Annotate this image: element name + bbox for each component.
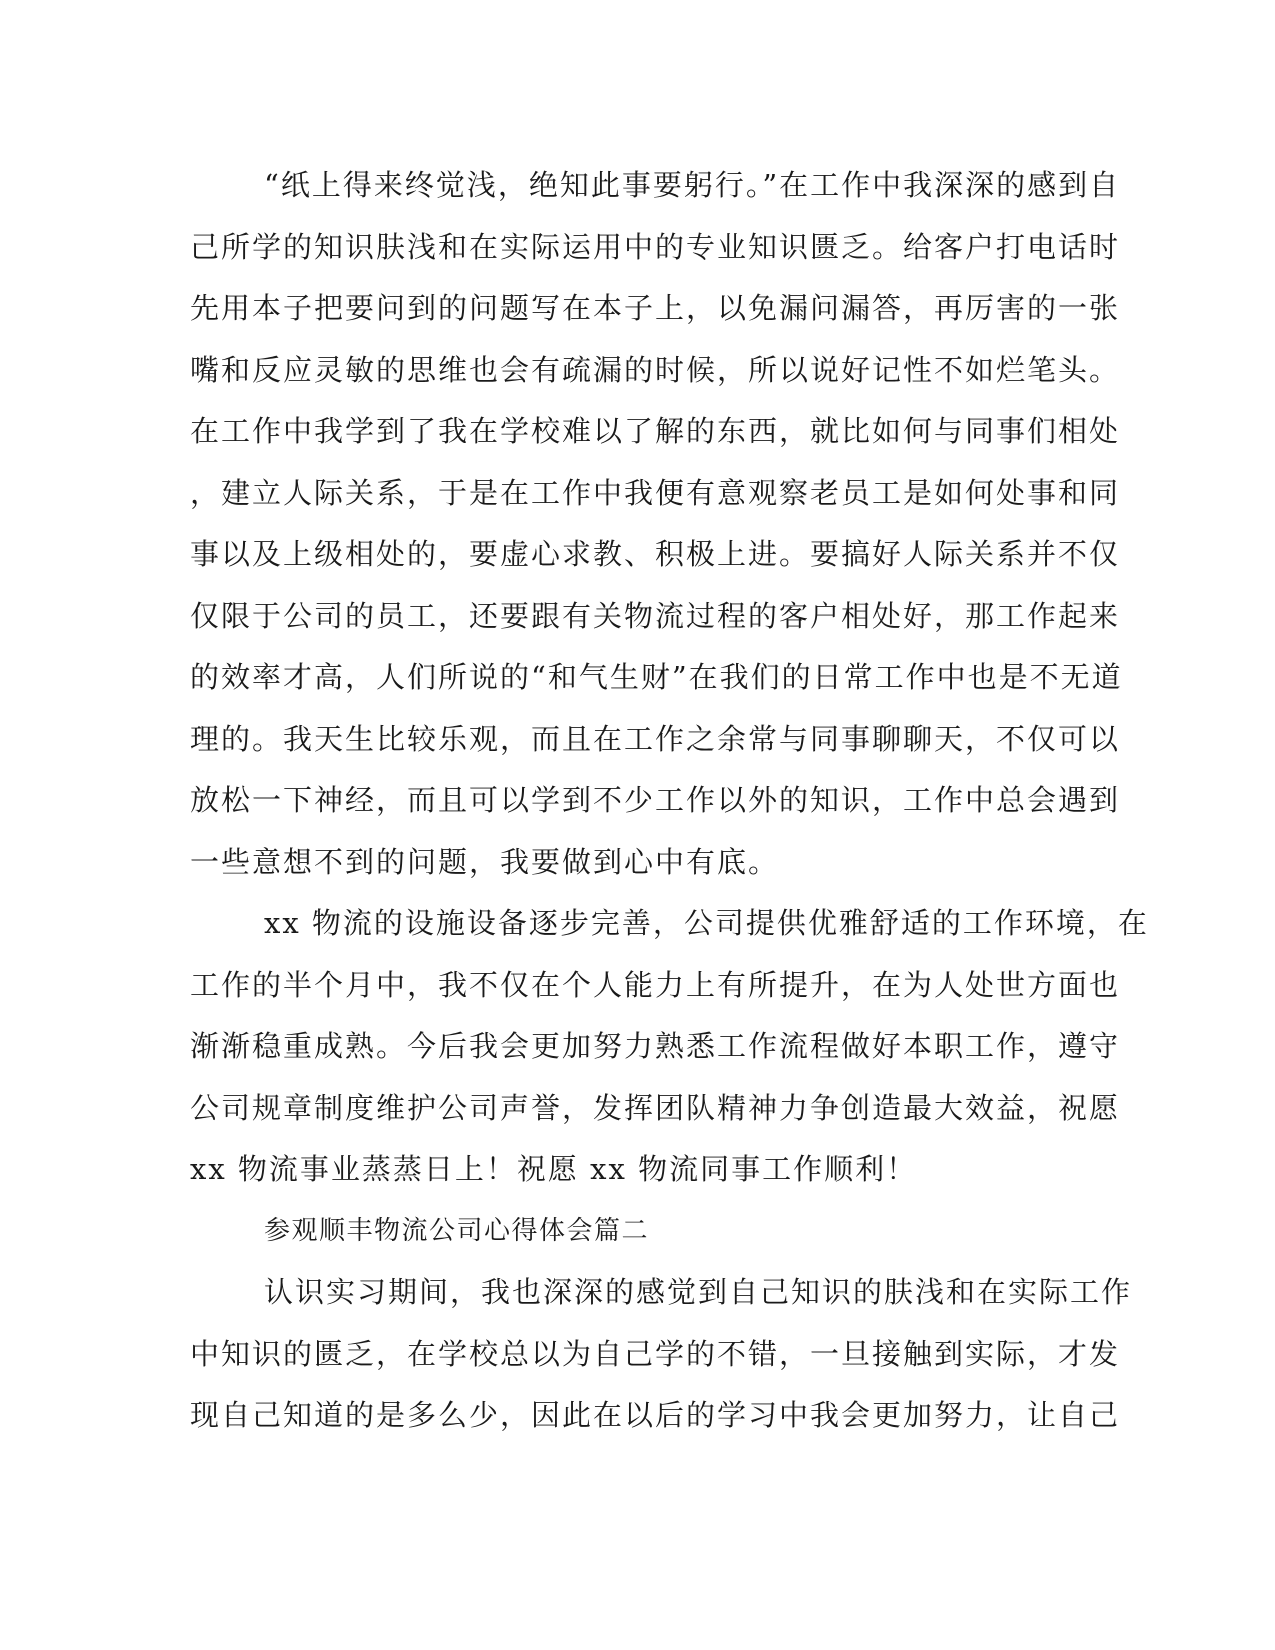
paragraph-line: 先用本子把要问到的问题写在本子上，以免漏问漏答，再厉害的一张 (190, 291, 1121, 325)
paragraph-line: 嘴和反应灵敏的思维也会有疏漏的时候，所以说好记性不如烂笔头。 (190, 352, 1121, 387)
paragraph-line: 渐渐稳重成熟。今后我会更加努力熟悉工作流程做好本职工作，遵守 (190, 1029, 1121, 1063)
paragraph-line: 理的。我天生比较乐观，而且在工作之余常与同事聊聊天，不仅可以 (190, 721, 1121, 756)
paragraph-line: “纸上得来终觉浅，绝知此事要躬行。”在工作中我深深的感到自 (264, 168, 1121, 202)
paragraph-line: 事以及上级相处的，要虚心求教、积极上进。要搞好人际关系并不仅 (190, 537, 1121, 571)
paragraph-line: 工作的半个月中，我不仅在个人能力上有所提升，在为人处世方面也 (190, 967, 1121, 1002)
paragraph-3 (190, 1262, 1133, 1447)
paragraph-line: 的效率才高，人们所说的“和气生财”在我们的日常工作中也是不无道 (190, 660, 1123, 694)
paragraph-line: 放松一下神经，而且可以学到不少工作以外的知识，工作中总会遇到 (190, 783, 1121, 817)
paragraph-line: 现自己知道的是多么少，因此在以后的学习中我会更加努力，让自己 (190, 1398, 1121, 1432)
document-body (190, 155, 1149, 1447)
paragraph-line: 公司规章制度维护公司声誉，发挥团队精神力争创造最大效益，祝愿 (190, 1090, 1121, 1125)
paragraph-line: 一些意想不到的问题，我要做到心中有底。 (190, 844, 780, 879)
paragraph-2 (190, 893, 1149, 1201)
paragraph-line: 仅限于公司的员工，还要跟有关物流过程的客户相处好，那工作起来 (190, 598, 1121, 633)
paragraph-line: xx 物流事业蒸蒸日上！祝愿 xx 物流同事工作顺利！ (190, 1152, 918, 1186)
paragraph-1 (190, 155, 1123, 893)
paragraph-line: 己所学的知识肤浅和在实际运用中的专业知识匮乏。给客户打电话时 (190, 229, 1121, 264)
section-heading: 参观顺丰物流公司心得体会篇二 (264, 1215, 650, 1246)
paragraph-line: 中知识的匮乏，在学校总以为自己学的不错，一旦接触到实际，才发 (190, 1336, 1121, 1371)
paragraph-line: xx 物流的设施设备逐步完善，公司提供优雅舒适的工作环境，在 (264, 906, 1149, 940)
paragraph-line: 认识实习期间，我也深深的感觉到自己知识的肤浅和在实际工作 (264, 1275, 1133, 1309)
paragraph-line: ，建立人际关系，于是在工作中我便有意观察老员工是如何处事和同 (190, 475, 1121, 510)
paragraph-line: 在工作中我学到了我在学校难以了解的东西，就比如何与同事们相处 (190, 414, 1121, 448)
